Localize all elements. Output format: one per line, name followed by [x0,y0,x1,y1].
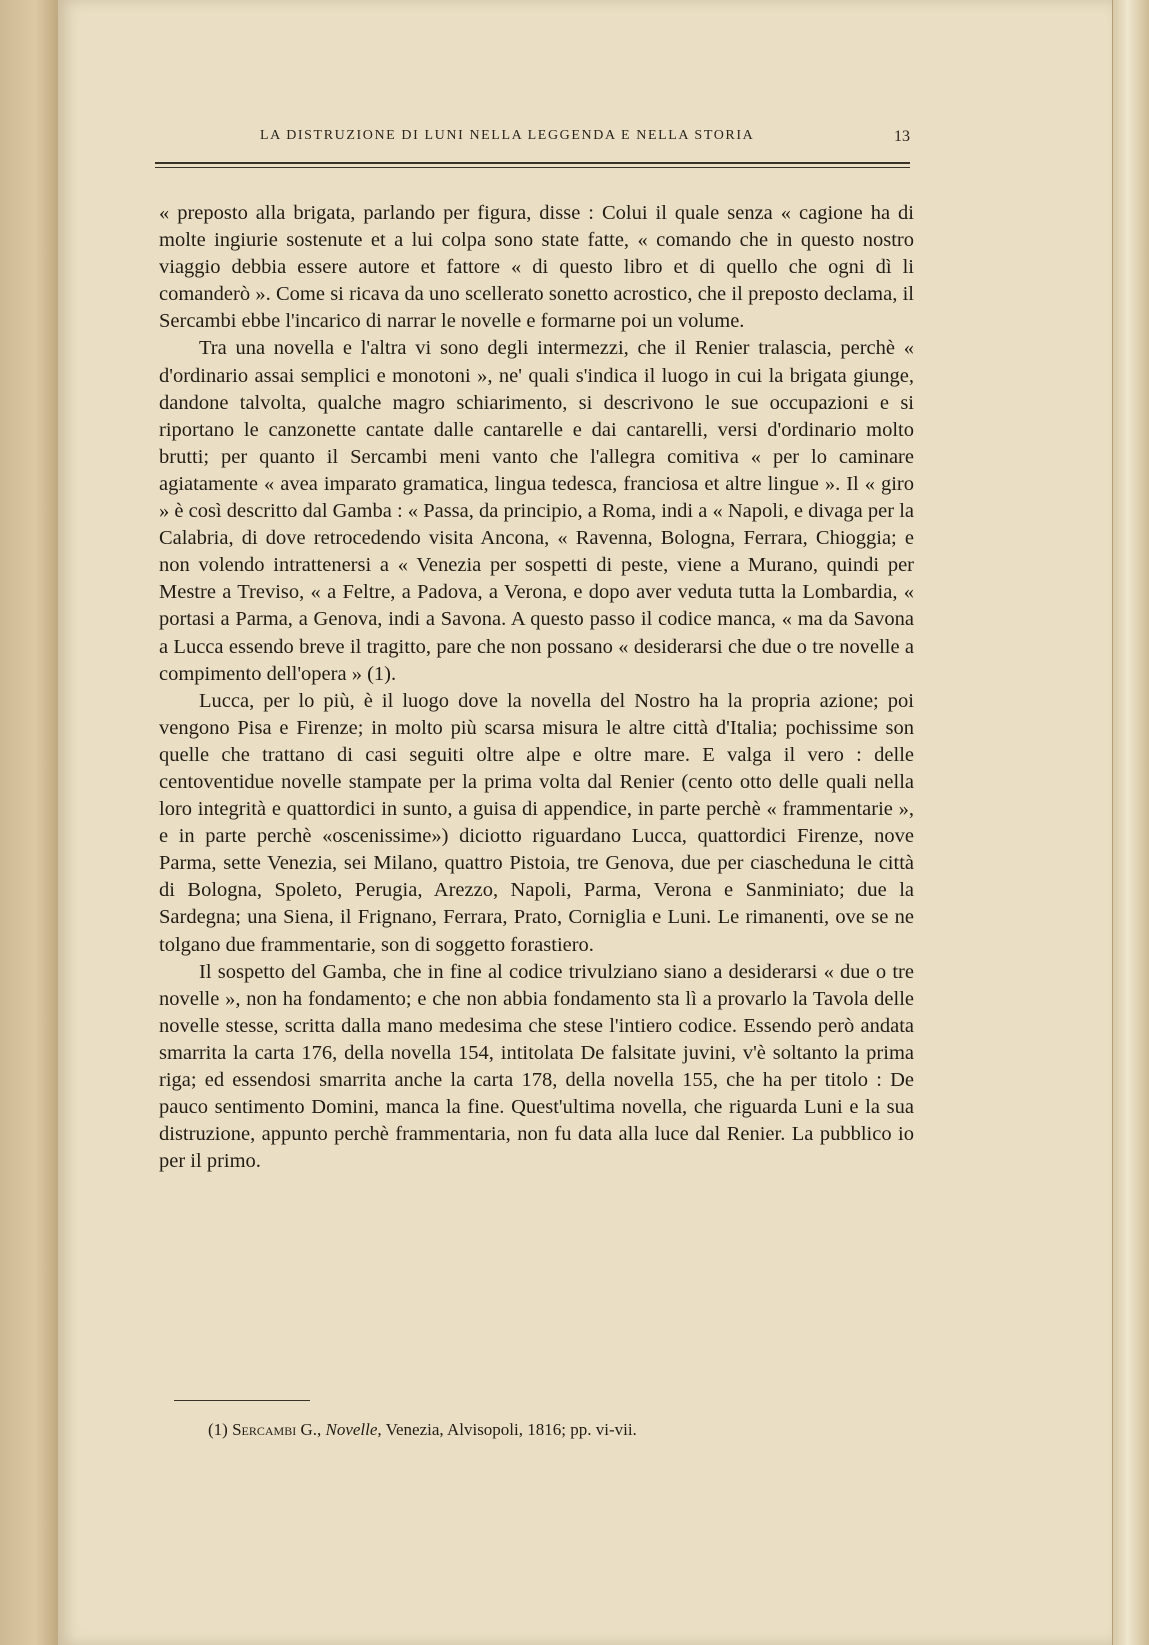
footnote-author: Sercambi G., [232,1420,322,1439]
page-number: 13 [894,128,910,145]
header-rule [155,162,910,164]
body-text [159,200,914,1175]
footnote-rest: Venezia, Alvisopoli, 1816; pp. vi-vii. [385,1420,637,1439]
paragraph: « preposto alla brigata, parlando per figura, disse : Colui il quale senza « cagione ha di molte ingiurie sostenute et a lui colpa sono state fatte, « comando che in questo nostro viaggio debbia essere autore et fattore « di questo libro et di quello che ogni dì li comanderò ». Come si ricava da uno scellerato sonetto acrostico, che il preposto declama, il Sercambi ebbe l'incarico di narrar le novelle e formarne poi un volume. [159,202,914,333]
running-title: LA DISTRUZIONE DI LUNI NELLA LEGGENDA E NELLA STORIA [260,128,755,143]
page-edge [1112,0,1149,1645]
header-rule-thin [155,167,910,168]
paragraph: Il sospetto del Gamba, che in fine al codice trivulziano siano a desiderarsi « due o tre novelle », non ha fondamento; e che non abbia fondamento sta lì a provarlo la Tavola delle novelle stesse, scritta dalla mano medesima che stese l'intiero codice. Essendo però andata smarrita la carta 176, della novella 154, intitolata De falsitate juvini, v'è soltanto la prima riga; ed essendosi smarrita anche la carta 178, della novella 155, che ha per titolo : De pauco sentimento Domini, manca la fine. Quest'ultima novella, che riguarda Luni e la sua distruzione, appunto perchè frammentaria, non fu data alla luce dal Renier. La pubblico io per il primo. [159,960,914,1173]
running-header [160,120,910,150]
footnote-title: Novelle, [325,1420,382,1439]
footnote-rule [174,1400,310,1401]
footnote [208,1420,908,1440]
footnote-marker: (1) [208,1420,228,1439]
paragraph: Lucca, per lo più, è il luogo dove la novella del Nostro ha la propria azione; poi vengono Pisa e Firenze; in molto più scarsa misura le altre città d'Italia; pochissime son quelle che trattano di casi seguiti oltre alpe e oltre mare. E valga il vero : delle centoventidue novelle stampate per la prima volta dal Renier (cento otto delle quali nella loro integrità e quattordici in sunto, a guisa di appendice, in parte perchè « frammentarie », e in parte perchè «oscenissime») diciotto riguardano Lucca, quattordici Firenze, nove Parma, sette Venezia, sei Milano, quattro Pistoia, tre Genova, due per ciascheduna le città di Bologna, Spoleto, Perugia, Arezzo, Napoli, Parma, Verona e Sanminiato; due la Sardegna; una Siena, il Frignano, Ferrara, Prato, Corniglia e Luni. Le rimanenti, ove se ne tolgano due frammentarie, son di soggetto forastiero. [159,689,914,956]
facing-page-gutter [0,0,59,1645]
paragraph: Tra una novella e l'altra vi sono degli intermezzi, che il Renier tralascia, perchè « d'ordinario assai semplici e monotoni », ne' quali s'indica il luogo in cui la brigata giunge, dandone talvolta, qualche magro schiarimento, si descrivono le sue occupazioni e si riportano le canzonette cantate dalle cantarelle e dai cantarelli, versi d'ordinario molto brutti; per quanto il Sercambi meni vanto che l'allegra comitiva « per lo caminare agiatamente « avea imparato gramatica, lingua tedesca, franciosa et altre lingue ». Il « giro » è così descritto dal Gamba : « Passa, da principio, a Roma, indi a « Napoli, e divaga per la Calabria, di dove retrocedendo visita Ancona, « Ravenna, Bologna, Ferrara, Chioggia; e non volendo intrattenersi a « Venezia per sospetti di peste, viene a Murano, quindi per Mestre a Treviso, « a Feltre, a Padova, a Verona, e dopo aver veduta tutta la Lombardia, « portasi a Parma, a Genova, indi a Savona. A questo passo il codice manca, « ma da Savona a Lucca essendo breve il tragitto, pare che non possano « desiderarsi che due o tre novelle a compimento dell'opera » (1). [159,337,914,685]
